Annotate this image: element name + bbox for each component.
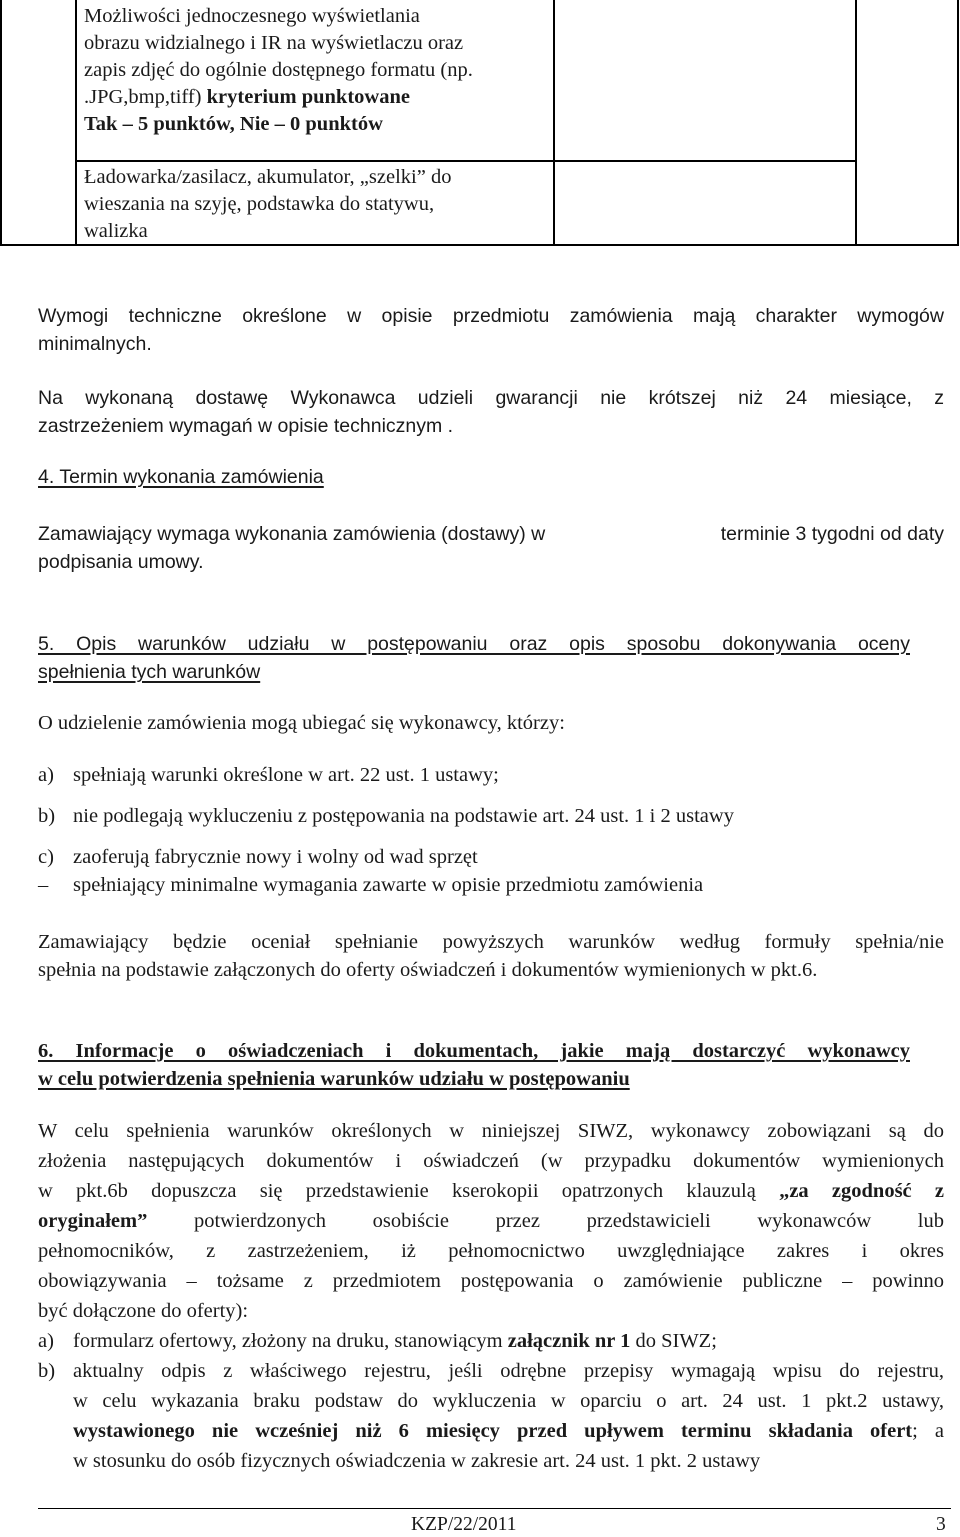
- list-item-text: zaoferują fabrycznie nowy i wolny od wad sprzęt: [73, 846, 478, 868]
- warranty: [38, 384, 944, 440]
- section5-heading-line2: spełnienia tych warunków: [38, 661, 261, 683]
- table-row-divider: [75, 160, 857, 162]
- list-item-text: spełniają warunki określone w art. 22 ust. 1 ustawy;: [73, 764, 499, 786]
- table-border-left: [0, 0, 2, 246]
- table-row2-cell: [84, 164, 451, 245]
- s6-line4: [38, 1206, 944, 1236]
- s6-line7: być dołączone do oferty):: [38, 1300, 249, 1322]
- section6-item-b: [38, 1356, 944, 1476]
- item-a-bold: załącznik nr 1: [507, 1330, 631, 1352]
- table-border-right: [957, 0, 959, 246]
- row1-line2: obrazu widzialnego i IR na wyświetlaczu oraz: [84, 32, 464, 54]
- list-item-a: [38, 764, 499, 787]
- footer-rule: [38, 1508, 951, 1509]
- list-marker: c): [38, 846, 54, 868]
- footer-page-number: 3: [936, 1514, 946, 1535]
- row2-line1: Ładowarka/zasilacz, akumulator, „szelki” do: [84, 166, 452, 188]
- section4-body: [38, 520, 944, 576]
- s6-line4-text: potwierdzonych osobiście przez przedstawicieli wykonawców lub: [193, 1210, 945, 1232]
- section6-paragraph: [38, 1116, 944, 1326]
- section6-heading: [38, 1037, 910, 1093]
- item-a-text: formularz ofertowy, złożony na druku, stanowiącym: [73, 1330, 503, 1352]
- footer-doc-id: KZP/22/2011: [411, 1514, 517, 1535]
- list-marker: –: [38, 874, 49, 896]
- list-marker: b): [38, 1360, 56, 1382]
- table-border-col2: [553, 0, 555, 246]
- s6-line3: [38, 1176, 944, 1206]
- s6-line3-bold: „za zgodność z: [779, 1180, 944, 1202]
- s6-line3-text: w pkt.6b dopuszcza się przedstawienie kserokopii opatrzonych klauzulą: [38, 1180, 756, 1202]
- item-b-line2: w celu wykazania braku podstaw do wykluczenia w oparciu o art. 24 ust. 1 pkt.2 ustawy,: [73, 1390, 944, 1412]
- item-b-line3-bold: wystawionego nie wcześniej niż 6 miesięcy przed upływem terminu składania ofert: [73, 1420, 913, 1442]
- s6-line4-bold: oryginałem”: [38, 1210, 148, 1232]
- section6-item-a: [38, 1326, 944, 1356]
- row1-criterion: kryterium punktowane: [206, 86, 410, 108]
- list-item-b: [38, 805, 734, 828]
- list-marker: b): [38, 805, 56, 827]
- s6-line1: W celu spełnienia warunków określonych w niniejszej SIWZ, wykonawcy zobowiązani są do: [38, 1120, 944, 1142]
- list-item-text: spełniający minimalne wymagania zawarte w opisie przedmiotu zamówienia: [73, 874, 704, 896]
- warranty-line1: Na wykonaną dostawę Wykonawca udzieli gwarancji nie krótszej niż 24 miesiące, z: [38, 387, 944, 409]
- section4-line2: podpisania umowy.: [38, 551, 204, 573]
- list-item-text: nie podlegają wykluczeniu z postępowania na podstawie art. 24 ust. 1 i 2 ustawy: [73, 805, 734, 827]
- row1-line4-text: .JPG,bmp,tiff): [84, 86, 202, 108]
- row2-line2: wieszania na szyję, podstawka do statywu,: [84, 193, 435, 215]
- section6-heading-line2: w celu potwierdzenia spełnienia warunków udziału w postępowaniu: [38, 1068, 630, 1090]
- row1-line1: Możliwości jednoczesnego wyświetlania: [84, 5, 420, 27]
- row1-scoring: Tak – 5 punktów, Nie – 0 punktów: [84, 113, 383, 135]
- section5-heading-line1: 5. Opis warunków udziału w postępowaniu oraz opis sposobu dokonywania oceny: [38, 633, 910, 655]
- tech-req-line1: Wymogi techniczne określone w opisie przedmiotu zamówienia mają charakter wymogów: [38, 305, 944, 327]
- section5-evaluation: [38, 928, 944, 984]
- table-row1-cell: [84, 3, 473, 138]
- s6-line2: złożenia następujących dokumentów i oświadczeń (w przypadku dokumentów wymienionych: [38, 1150, 944, 1172]
- section4-line1a: Zamawiający wymaga wykonania zamówienia (dostawy) w: [38, 523, 546, 545]
- list-marker: a): [38, 764, 54, 786]
- list-marker: a): [38, 1330, 54, 1352]
- list-item-c: [38, 846, 478, 869]
- table-border-col3: [855, 0, 857, 246]
- s6-line5: pełnomocników, z zastrzeżeniem, iż pełnomocnictwo uwzględniające zakres i okres: [38, 1240, 944, 1262]
- section4-line1: [38, 520, 944, 548]
- section5-intro: O udzielenie zamówienia mogą ubiegać się wykonawcy, którzy:: [38, 712, 565, 734]
- row2-line3: walizka: [84, 220, 148, 242]
- item-a-tail: do SIWZ;: [635, 1330, 717, 1352]
- item-b-line4: w stosunku do osób fizycznych oświadczenia w zakresie art. 24 ust. 1 pkt. 2 ustawy: [73, 1450, 761, 1472]
- item-b-line1: aktualny odpis z właściwego rejestru, jeśli odrębne przepisy wymagają wpisu do rejestru,: [73, 1360, 944, 1382]
- row1-line3: zapis zdjęć do ogólnie dostępnego formatu (np.: [84, 59, 473, 81]
- s6-line6: obowiązywania – tożsame z przedmiotem postępowania o zamówienie publiczne – powinno: [38, 1270, 944, 1292]
- section5-heading: [38, 630, 910, 686]
- row1-line4: [84, 84, 473, 111]
- section6-heading-line1: 6. Informacje o oświadczeniach i dokumentach, jakie mają dostarczyć wykonawcy: [38, 1040, 910, 1062]
- eval-line2: spełnia na podstawie załączonych do oferty oświadczeń i dokumentów wymienionych w pkt.6.: [38, 959, 818, 981]
- item-b-line3: [73, 1416, 944, 1446]
- list-item-dash: [38, 874, 703, 897]
- tech-requirements: [38, 302, 944, 358]
- table-border-col1: [75, 0, 77, 246]
- section4-heading: 4. Termin wykonania zamówienia: [38, 466, 324, 488]
- eval-line1: Zamawiający będzie oceniał spełnianie powyższych warunków według formuły spełnia/nie: [38, 931, 944, 953]
- tech-req-line2: minimalnych.: [38, 333, 152, 355]
- item-b-line3-tail: ; a: [912, 1420, 944, 1442]
- warranty-line2: zastrzeżeniem wymagań w opisie technicznym .: [38, 415, 454, 437]
- section4-line1b: terminie 3 tygodni od daty: [720, 523, 944, 545]
